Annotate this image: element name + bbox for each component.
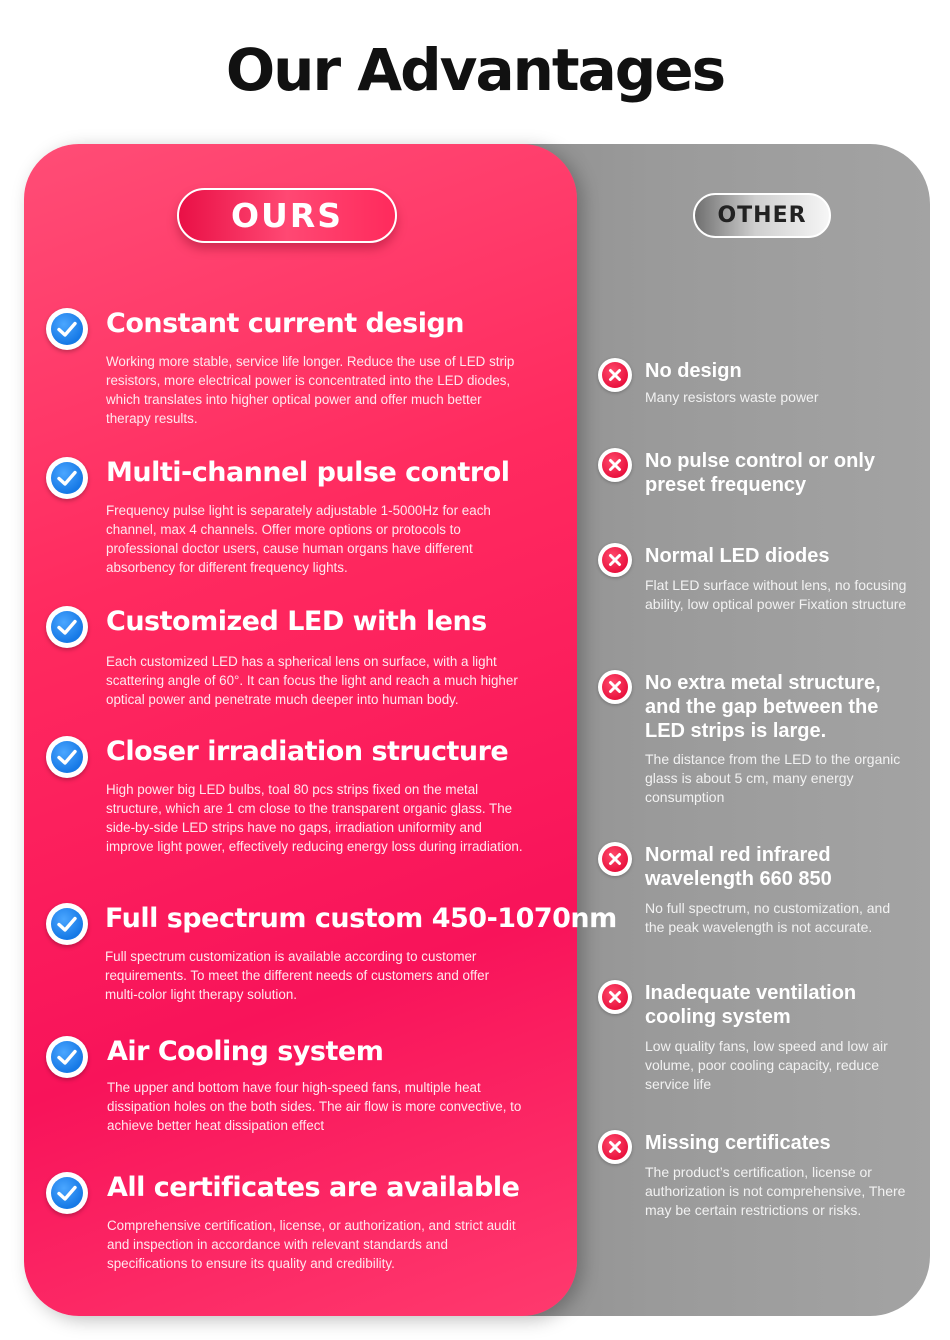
disadvantage-description: The product’s certification, license or authorization is not comprehensive, There may be certain restrictions or risks.: [645, 1164, 906, 1218]
advantage-title: All certificates are available: [107, 1172, 520, 1203]
check-icon: [46, 1036, 88, 1078]
advantage-title: Customized LED with lens: [106, 606, 487, 637]
disadvantage-description: Flat LED surface without lens, no focusing ability, low optical power Fixation structure: [645, 577, 907, 612]
advantage-description: Full spectrum customization is available according to customer requirements. To meet the different needs of customers and offer multi-color light therapy solution.: [105, 949, 490, 1002]
other-badge: OTHER: [693, 193, 831, 238]
advantage-title: Air Cooling system: [107, 1036, 384, 1067]
x-icon: [598, 1130, 632, 1164]
advantage-description: Each customized LED has a spherical lens on surface, with a light scattering angle of 60°. It can focus the light and reach a much higher optical power and penetrate much deeper into human body.: [106, 654, 518, 707]
disadvantage-description: No full spectrum, no customization, and the peak wavelength is not accurate.: [645, 900, 891, 935]
advantage-title: Closer irradiation structure: [106, 736, 509, 767]
disadvantage-title: Normal red infrared wavelength 660 850: [645, 844, 832, 890]
advantage-description: Working more stable, service life longer. Reduce the use of LED strip resistors, more electrical power is concentrated into the LED diodes, which translates into higher optical power and offer much better therapy results.: [106, 354, 515, 426]
x-icon: [598, 980, 632, 1014]
check-icon: [46, 308, 88, 350]
disadvantage-description: The distance from the LED to the organic glass is about 5 cm, many energy consumption: [645, 751, 901, 805]
disadvantage-title: Inadequate ventilation cooling system: [645, 982, 857, 1028]
advantage-description: High power big LED bulbs, toal 80 pcs strips fixed on the metal structure, which are 1 cm close to the transparent organic glass. The side-by-side LED strips have no gaps, irradiation uniformity and improve light power, effectively reducing energy loss during irradiation.: [106, 782, 523, 854]
x-icon: [598, 842, 632, 876]
x-icon: [598, 670, 632, 704]
check-icon: [46, 903, 88, 945]
ours-badge: OURS: [177, 188, 397, 243]
check-icon: [46, 736, 88, 778]
disadvantage-title: Missing certificates: [645, 1132, 831, 1154]
x-icon: [598, 358, 632, 392]
x-icon: [598, 543, 632, 577]
advantage-title: Multi-channel pulse control: [106, 457, 510, 488]
disadvantage-title: No pulse control or only preset frequency: [645, 450, 876, 496]
disadvantage-description: Low quality fans, low speed and low air volume, poor cooling capacity, reduce service life: [645, 1038, 888, 1092]
advantage-title: Full spectrum custom 450-1070nm: [105, 903, 617, 934]
check-icon: [46, 606, 88, 648]
advantage-description: Frequency pulse light is separately adjustable 1-5000Hz for each channel, max 4 channels. Offer more options or protocols to professional doctor users, cause human organs have different absorbency for different frequency lights.: [106, 503, 491, 575]
advantage-title: Constant current design: [106, 308, 465, 339]
check-icon: [46, 1172, 88, 1214]
page-title: Our Advantages: [225, 36, 725, 104]
x-icon: [598, 448, 632, 482]
advantage-description: The upper and bottom have four high-speed fans, multiple heat dissipation holes on the both sides. The air flow is more convective, to achieve better heat dissipation effect: [107, 1080, 522, 1133]
disadvantage-title: Normal LED diodes: [645, 545, 830, 567]
disadvantage-description: Many resistors waste power: [645, 389, 819, 405]
check-icon: [46, 457, 88, 499]
disadvantage-title: No extra metal structure, and the gap between the LED strips is large.: [645, 672, 881, 742]
disadvantage-title: No design: [645, 360, 742, 382]
advantage-description: Comprehensive certification, license, or authorization, and strict audit and inspection in accordance with relevant standards and specifications to ensure its quality and credibility.: [107, 1218, 516, 1271]
